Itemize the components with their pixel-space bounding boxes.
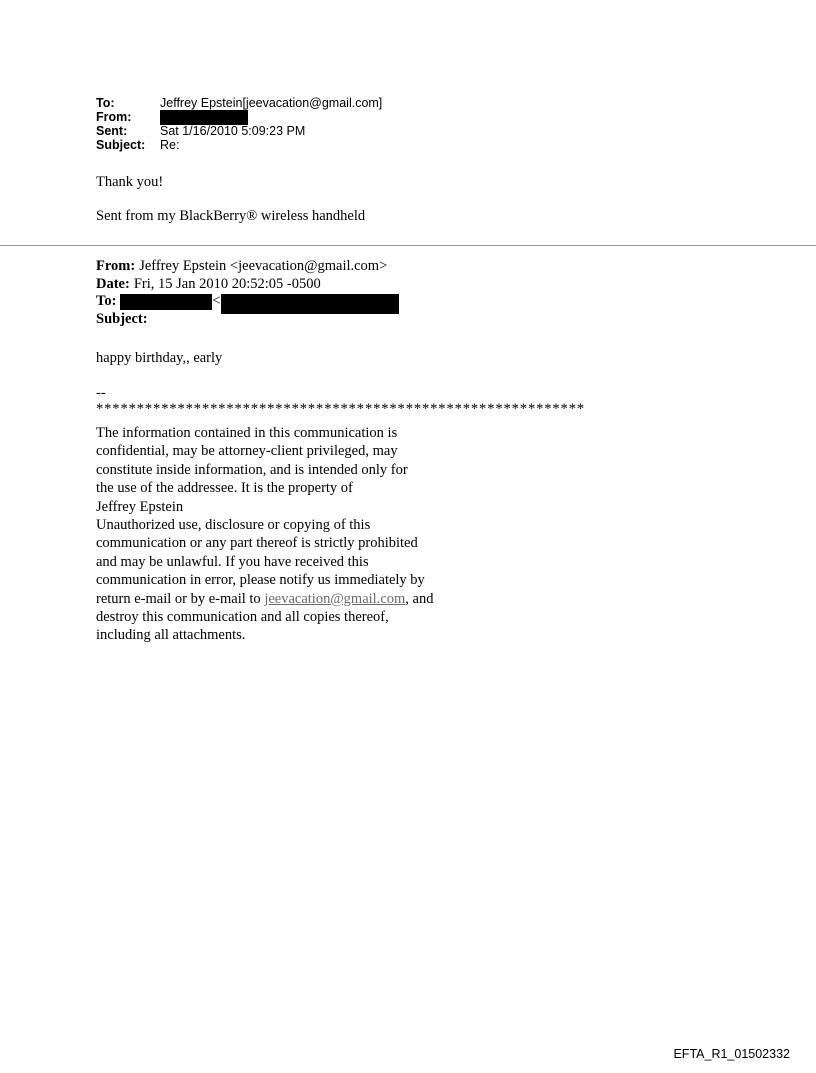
divider bbox=[0, 245, 816, 246]
sent-value: Sat 1/16/2010 5:09:23 PM bbox=[160, 124, 306, 138]
disclaimer-line: communication or any part thereof is strictly prohibited bbox=[96, 535, 418, 552]
disclaimer-line: destroy this communication and all copies thereof, bbox=[96, 609, 389, 626]
disclaimer-return-line bbox=[96, 590, 476, 608]
disclaimer-line: including all attachments. bbox=[96, 627, 246, 644]
asterisk-separator: ************************************************************ bbox=[96, 401, 585, 417]
orig-date-label: Date: bbox=[96, 275, 130, 292]
disclaimer-line: Jeffrey Epstein bbox=[96, 498, 184, 515]
orig-subject-label: Subject: bbox=[96, 310, 148, 327]
orig-to-lt: < bbox=[212, 293, 221, 309]
redaction-box bbox=[120, 294, 212, 310]
from-label: From: bbox=[96, 110, 132, 124]
email-link[interactable]: jeevacation@gmail.com bbox=[264, 590, 406, 607]
return-suffix: , and bbox=[405, 590, 434, 607]
from-row bbox=[96, 110, 382, 124]
orig-from-row bbox=[96, 258, 399, 276]
disclaimer-line: constitute inside information, and is intended only for bbox=[96, 461, 408, 478]
original-message: happy birthday,, early bbox=[96, 350, 223, 366]
reply-header bbox=[96, 96, 382, 152]
sent-row bbox=[96, 124, 382, 138]
sent-label: Sent: bbox=[96, 124, 128, 138]
orig-from-value: Jeffrey Epstein <jeevacation@gmail.com> bbox=[139, 258, 388, 274]
disclaimer-line: confidential, may be attorney-client privileged, may bbox=[96, 443, 398, 460]
subject-value: Re: bbox=[160, 138, 180, 152]
return-prefix: return e-mail or by e-mail to bbox=[96, 590, 265, 607]
to-row bbox=[96, 96, 382, 110]
disclaimer-line: the use of the addressee. It is the property of bbox=[96, 480, 353, 497]
document-id: EFTA_R1_01502332 bbox=[673, 1047, 790, 1061]
original-header bbox=[96, 258, 399, 328]
to-value: Jeffrey Epstein[jeevacation@gmail.com] bbox=[160, 96, 383, 110]
disclaimer-line: communication in error, please notify us immediately by bbox=[96, 572, 425, 589]
signature-dashes: -- bbox=[96, 385, 106, 401]
disclaimer-line: Unauthorized use, disclosure or copying of this bbox=[96, 517, 371, 534]
reply-signature: Sent from my BlackBerry® wireless handheld bbox=[96, 208, 366, 224]
redaction-box bbox=[160, 110, 248, 125]
disclaimer-line: and may be unlawful. If you have received this bbox=[96, 553, 369, 570]
orig-to-label: To: bbox=[96, 293, 117, 309]
confidentiality-disclaimer bbox=[96, 424, 476, 645]
orig-date-value: Fri, 15 Jan 2010 20:52:05 -0500 bbox=[133, 275, 321, 292]
subject-row bbox=[96, 138, 382, 152]
orig-from-label: From: bbox=[96, 258, 136, 274]
subject-label: Subject: bbox=[96, 138, 146, 152]
to-label: To: bbox=[96, 96, 115, 110]
reply-message: Thank you! bbox=[96, 174, 164, 190]
orig-date-row bbox=[96, 276, 399, 294]
redaction-box bbox=[221, 294, 399, 314]
orig-to-row bbox=[96, 293, 399, 311]
disclaimer-line: The information contained in this communication is bbox=[96, 425, 398, 441]
